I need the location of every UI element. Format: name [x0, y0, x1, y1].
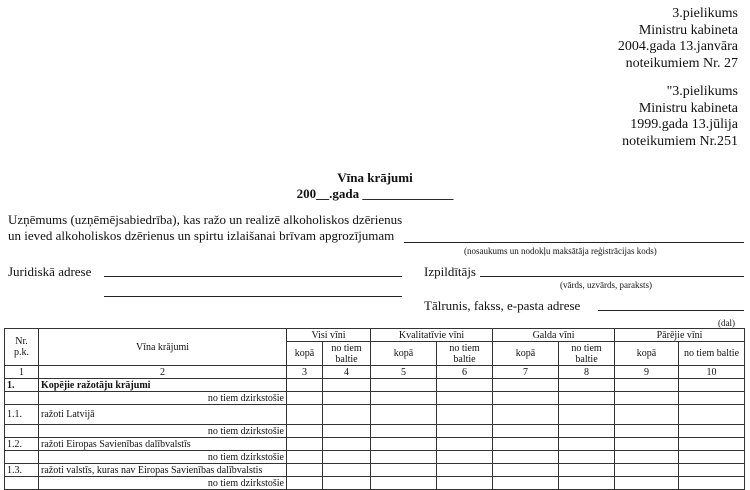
group-header: Visi vīni: [287, 329, 371, 342]
col-number: 5: [371, 366, 437, 379]
cell[interactable]: [559, 464, 615, 477]
row-nr-empty: [5, 392, 39, 405]
row-label: ražoti Eiropas Savienības dalībvalstīs: [39, 438, 287, 451]
cell[interactable]: [615, 379, 679, 392]
sub-header-white: no tiem baltie: [679, 342, 745, 366]
row-nr: 1.2.: [5, 438, 39, 451]
legal-address-label: Juridiskā adrese: [8, 264, 92, 279]
cell[interactable]: [371, 425, 437, 438]
legal-address-field[interactable]: [104, 276, 402, 277]
cell[interactable]: [287, 425, 323, 438]
cell[interactable]: [559, 405, 615, 425]
cell[interactable]: [437, 451, 493, 464]
cell[interactable]: [493, 379, 559, 392]
cell[interactable]: [287, 464, 323, 477]
header-line: 2004.gada 13.janvāra: [617, 39, 738, 54]
annex-header-original: [622, 84, 738, 150]
col-number: 4: [323, 366, 371, 379]
cell[interactable]: [323, 451, 371, 464]
header-line: noteikumiem Nr. 27: [625, 55, 738, 71]
cell[interactable]: [287, 405, 323, 425]
sub-header-total: kopā: [371, 342, 437, 366]
col-number: 10: [679, 366, 745, 379]
cell[interactable]: [323, 477, 371, 490]
group-header: Galda vīni: [493, 329, 615, 342]
cell[interactable]: [493, 464, 559, 477]
cell[interactable]: [323, 392, 371, 405]
col-number: 1: [5, 366, 39, 379]
cell[interactable]: [371, 477, 437, 490]
cell[interactable]: [559, 438, 615, 451]
cell[interactable]: [615, 451, 679, 464]
col-number: 6: [437, 366, 493, 379]
group-header: Kvalitatīvie vīni: [371, 329, 493, 342]
cell[interactable]: [323, 425, 371, 438]
cell[interactable]: [287, 392, 323, 405]
table-row: [5, 392, 745, 405]
row-label: ražoti Latvijā: [39, 405, 287, 425]
legal-address-field-2[interactable]: [104, 296, 402, 297]
row-nr: 1.1.: [5, 405, 39, 425]
cell[interactable]: [287, 477, 323, 490]
sub-header-white: no tiem baltie: [437, 342, 493, 366]
cell[interactable]: [323, 405, 371, 425]
cell[interactable]: [371, 451, 437, 464]
group-header: Pārējie vīni: [615, 329, 745, 342]
cell[interactable]: [615, 464, 679, 477]
cell[interactable]: [437, 464, 493, 477]
col-number: 9: [615, 366, 679, 379]
cell[interactable]: [615, 392, 679, 405]
wine-stock-table: [4, 328, 745, 490]
cell[interactable]: [679, 425, 745, 438]
table-row: [5, 464, 745, 477]
cell[interactable]: [323, 464, 371, 477]
preparer-caption: (vārds, uzvārds, paraksts): [560, 280, 652, 290]
cell[interactable]: [437, 477, 493, 490]
sub-header-white: no tiem baltie: [559, 342, 615, 366]
table-row: [5, 379, 745, 392]
cell[interactable]: [679, 405, 745, 425]
cell[interactable]: [371, 392, 437, 405]
table-row: [5, 438, 745, 451]
col-number: 8: [559, 366, 615, 379]
cell[interactable]: [615, 477, 679, 490]
header-nr: Nr. p.k.: [5, 329, 39, 366]
cell[interactable]: [559, 425, 615, 438]
header-line: 3.pielikums: [672, 6, 738, 21]
cell[interactable]: [287, 451, 323, 464]
sub-header-total: kopā: [493, 342, 559, 366]
cell[interactable]: [437, 438, 493, 451]
header-line: Ministru kabineta: [638, 22, 738, 38]
cell[interactable]: [559, 379, 615, 392]
cell[interactable]: [437, 405, 493, 425]
header-stock: Vīna krājumi: [39, 329, 287, 366]
table-row: [5, 405, 745, 425]
cell[interactable]: [679, 379, 745, 392]
cell[interactable]: [679, 392, 745, 405]
table-row: [5, 425, 745, 438]
cell[interactable]: [615, 438, 679, 451]
row-nr-empty: [5, 425, 39, 438]
company-label-line2: un ieved alkoholiskos dzērienus un spirtu izlaišanai brīvam apgrozījumam: [8, 228, 395, 243]
preparer-field[interactable]: [480, 276, 744, 277]
cell[interactable]: [559, 477, 615, 490]
cell[interactable]: [371, 379, 437, 392]
cell[interactable]: [493, 392, 559, 405]
header-line: "3.pielikums: [666, 84, 738, 99]
table-row: [5, 451, 745, 464]
cell[interactable]: [679, 438, 745, 451]
sub-header-white: no tiem baltie: [323, 342, 371, 366]
report-year: 200__.gada ______________: [296, 186, 454, 201]
cell[interactable]: [287, 379, 323, 392]
row-nr-empty: [5, 451, 39, 464]
cell[interactable]: [493, 451, 559, 464]
sub-header-total: kopā: [287, 342, 323, 366]
header-line: 1999.gada 13.jūlija: [630, 117, 738, 132]
cell[interactable]: [371, 438, 437, 451]
contacts-field[interactable]: [598, 310, 744, 311]
unit-label: (dal): [718, 318, 735, 328]
cell[interactable]: [559, 451, 615, 464]
header-line: noteikumiem Nr.251: [622, 133, 738, 149]
page-title: Vīna krājumi: [337, 170, 413, 185]
cell[interactable]: [493, 405, 559, 425]
row-sub-label: no tiem dzirkstošie: [39, 451, 287, 464]
cell[interactable]: [493, 425, 559, 438]
cell[interactable]: [323, 379, 371, 392]
annex-header-current: [618, 6, 738, 72]
col-number: 3: [287, 366, 323, 379]
sub-header-total: kopā: [615, 342, 679, 366]
cell[interactable]: [615, 405, 679, 425]
row-nr-empty: [5, 477, 39, 490]
company-field[interactable]: [404, 242, 744, 243]
cell[interactable]: [371, 405, 437, 425]
cell[interactable]: [437, 379, 493, 392]
col-number: 7: [493, 366, 559, 379]
cell[interactable]: [679, 451, 745, 464]
cell[interactable]: [371, 464, 437, 477]
row-nr: 1.3.: [5, 464, 39, 477]
row-sub-label: no tiem dzirkstošie: [39, 425, 287, 438]
cell[interactable]: [323, 438, 371, 451]
row-label: Kopējie ražotāju krājumi: [39, 379, 287, 392]
table-row: [5, 477, 745, 490]
header-line: Ministru kabineta: [638, 100, 738, 116]
cell[interactable]: [493, 477, 559, 490]
cell[interactable]: [287, 438, 323, 451]
cell[interactable]: [437, 392, 493, 405]
cell[interactable]: [679, 464, 745, 477]
company-label-line1: Uzņēmums (uzņēmējsabiedrība), kas ražo un realizē alkoholiskos dzērienus: [8, 212, 403, 227]
row-nr: 1.: [5, 379, 39, 392]
cell[interactable]: [679, 477, 745, 490]
cell[interactable]: [493, 438, 559, 451]
contacts-label: Tālrunis, fakss, e-pasta adrese: [424, 298, 581, 313]
row-sub-label: no tiem dzirkstošie: [39, 392, 287, 405]
row-label: ražoti valstīs, kuras nav Eiropas Savienības dalībvalstis: [39, 464, 287, 477]
cell[interactable]: [615, 425, 679, 438]
row-sub-label: no tiem dzirkstošie: [39, 477, 287, 490]
cell[interactable]: [437, 425, 493, 438]
company-field-caption: (nosaukums un nodokļu maksātāja reģistrācijas kods): [464, 246, 657, 256]
col-number: 2: [39, 366, 287, 379]
preparer-label: Izpildītājs: [424, 264, 476, 279]
cell[interactable]: [559, 392, 615, 405]
